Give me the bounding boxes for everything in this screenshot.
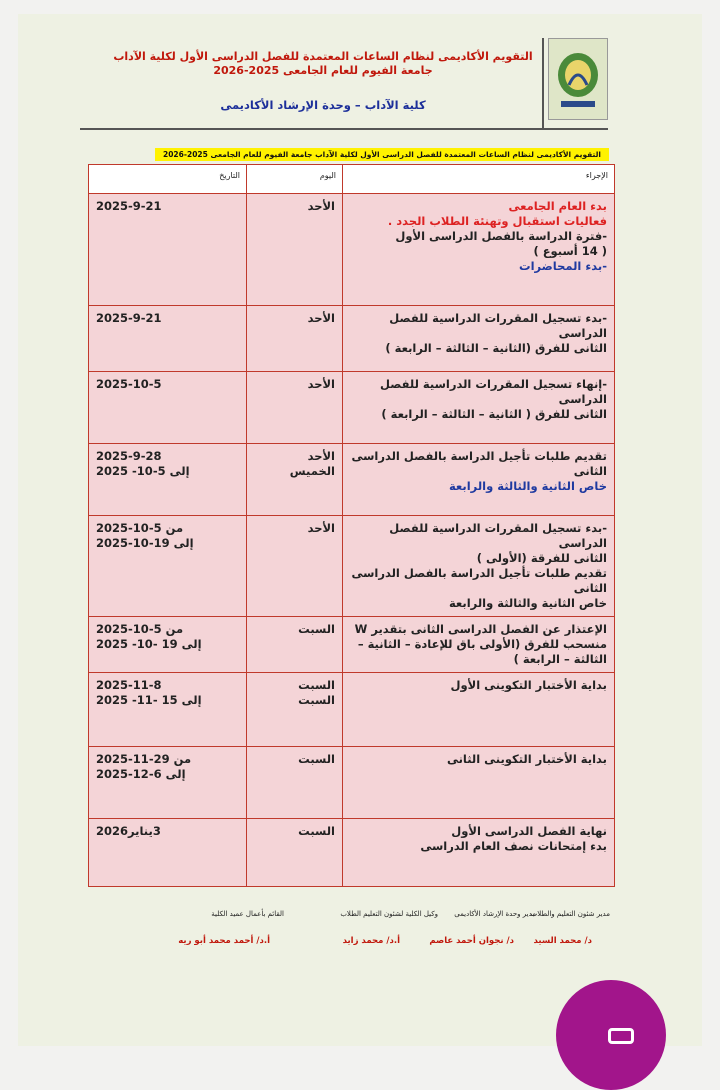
day-cell: الأحد — [247, 372, 343, 444]
procedure-cell: بداية الأختبار التكوينى الثانى — [343, 747, 615, 819]
procedure-cell: -بدء تسجيل المقررات الدراسية للفصل الدراسى الثانى للفرق (الثانية – الثالثة – الرابعة ) — [343, 306, 615, 372]
procedure-cell: تقديم طلبات تأجيل الدراسة بالفصل الدراسى الثانى خاص الثانية والثالثة والرابعة — [343, 444, 615, 516]
header-divider-horizontal — [80, 128, 608, 130]
day-cell: الأحد الخميس — [247, 444, 343, 516]
highlight-banner: التقويم الأكاديمى لنظام الساعات المعتمدة للفصل الدراسى الأول لكلية الآداب جامعة الفيوم للعام الجامعى 2025-2026 — [155, 148, 609, 161]
procedure-cell: الإعتذار عن الفصل الدراسى الثانى بتقدير W منسحب للفرق (الأولى باق للإعادة – الثانية – الثالثة – الرابعة ) — [343, 617, 615, 673]
table-row — [89, 747, 615, 819]
date-cell: من 5-10-2025 إلى 19-10-2025 — [89, 516, 247, 617]
signature-name: د/ نجوان أحمد عاصم — [429, 936, 514, 946]
day-cell: الأحد — [247, 516, 343, 617]
table-row — [89, 819, 615, 887]
page-subtitle: كلية الآداب – وحدة الإرشاد الأكاديمى — [220, 98, 426, 112]
header-day: اليوم — [247, 165, 343, 194]
procedure-cell: -إنهاء تسجيل المقررات الدراسية للفصل الدراسى الثانى للفرق ( الثانية – الثالثة – الرابعة ) — [343, 372, 615, 444]
signature-name: د/ محمد السيد — [533, 936, 592, 946]
signature-role: مدير وحدة الإرشاد الأكاديمى — [454, 910, 536, 918]
procedure-cell: بدء العام الجامعى فعاليات استقبال وتهنئة الطلاب الجدد . -فترة الدراسة بالفصل الدراسى الأول ( 14 أسبوع ) -بدء المحاضرات — [343, 194, 615, 306]
day-cell: السبت — [247, 819, 343, 887]
header-date: التاريخ — [89, 165, 247, 194]
procedure-cell: -بدء تسجيل المقررات الدراسية للفصل الدراسى الثانى للفرقة (الأولى ) تقديم طلبات تأجيل الدراسة بالفصل الدراسى الثانى خاص الثانية والثالثة والرابعة — [343, 516, 615, 617]
table-row — [89, 194, 615, 306]
date-cell: من 29-11-2025 إلى 6-12-2025 — [89, 747, 247, 819]
date-cell: 2025-11-8 إلى 15 -11- 2025 — [89, 673, 247, 747]
header — [80, 38, 608, 130]
table-row — [89, 516, 615, 617]
date-cell: 2025-9-28 إلى 5-10- 2025 — [89, 444, 247, 516]
header-procedure: الإجراء — [343, 165, 615, 194]
table-row — [89, 444, 615, 516]
day-cell: السبت — [247, 747, 343, 819]
table-header-row — [89, 165, 615, 194]
date-cell: 2025-9-21 — [89, 194, 247, 306]
date-cell: من 5-10-2025 إلى 19 -10- 2025 — [89, 617, 247, 673]
procedure-cell: بداية الأختبار التكوينى الأول — [343, 673, 615, 747]
signature-role: القائم بأعمال عميد الكلية — [211, 910, 284, 918]
day-cell: الأحد — [247, 306, 343, 372]
date-cell: 2025-10-5 — [89, 372, 247, 444]
date-cell: 2025-9-21 — [89, 306, 247, 372]
table-row — [89, 673, 615, 747]
share-icon — [608, 1028, 634, 1044]
table-row — [89, 306, 615, 372]
signature-name: أ.د/ أحمد محمد أبو ريه — [178, 936, 270, 946]
date-cell: 3يناير2026 — [89, 819, 247, 887]
signature-name: أ.د/ محمد زايد — [342, 936, 400, 946]
page-title: التقويم الأكاديمى لنظام الساعات المعتمدة للفصل الدراسى الأول لكلية الآداب جامعة الفيوم للعام الجامعى 2025-2026 — [113, 50, 533, 77]
header-divider-vertical — [542, 38, 544, 130]
day-cell: السبت — [247, 617, 343, 673]
signature-role: مدير شئون التعليم والطلاب — [530, 910, 610, 918]
faculty-logo-icon — [548, 38, 608, 120]
day-cell: الأحد — [247, 194, 343, 306]
procedure-cell: نهاية الفصل الدراسى الأول بدء إمتحانات نصف العام الدراسى — [343, 819, 615, 887]
calendar-table — [88, 164, 615, 887]
table-row — [89, 372, 615, 444]
table-row — [89, 617, 615, 673]
signature-role: وكيل الكلية لشئون التعليم الطلاب — [340, 910, 438, 918]
day-cell: السبت السبت — [247, 673, 343, 747]
